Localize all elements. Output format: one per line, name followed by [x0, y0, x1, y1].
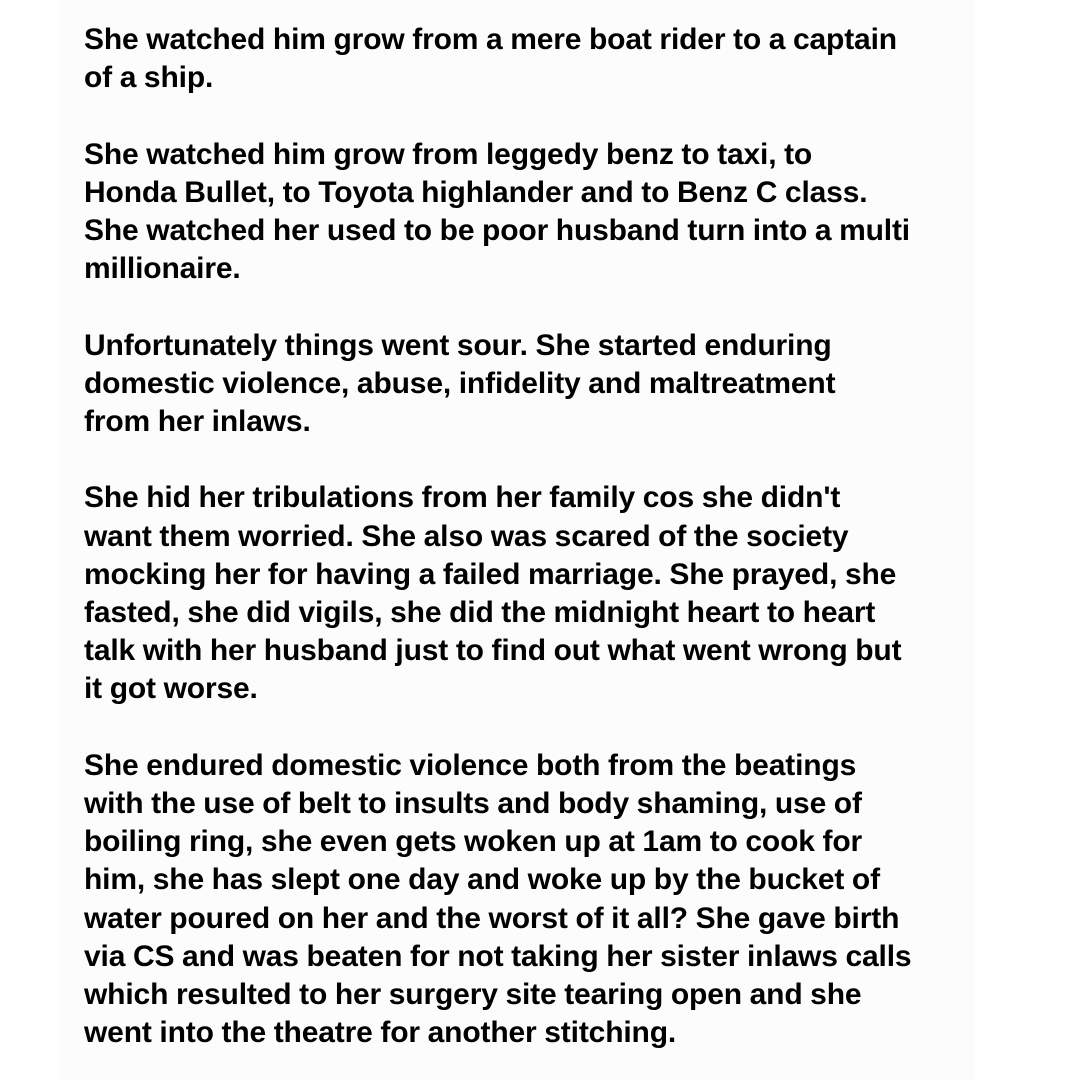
note-text — [84, 21, 974, 1091]
text-line: of a ship. — [84, 61, 214, 95]
text-line: want them worried. She also was scared of the society — [84, 519, 849, 553]
paragraph-1 — [84, 21, 974, 97]
text-line: She watched him grow from leggedy benz to taxi, to — [84, 137, 813, 171]
text-line: She endured domestic violence both from the beatings — [84, 748, 857, 782]
text-line: which resulted to her surgery site tearing open and she — [84, 978, 862, 1012]
paragraph-3 — [84, 327, 974, 442]
text-line: him, she has slept one day and woke up by the bucket of — [84, 863, 880, 897]
text-line: it got worse. — [84, 672, 258, 706]
text-line: talk with her husband just to find out what went wrong but — [84, 634, 902, 668]
text-line: boiling ring, she even gets woken up at 1am to cook for — [84, 825, 863, 859]
paragraph-4 — [84, 479, 974, 708]
text-line: domestic violence, abuse, infidelity and maltreatment — [84, 366, 836, 400]
text-line: from her inlaws. — [84, 405, 311, 438]
paragraph-2 — [84, 136, 974, 289]
text-line: millionaire. — [84, 252, 241, 286]
text-line: She watched him grow from a mere boat rider to a captain — [84, 23, 897, 56]
text-line: fasted, she did vigils, she did the midnight heart to heart — [84, 596, 876, 629]
text-line: She watched her used to be poor husband turn into a multi — [84, 214, 910, 247]
text-line: with the use of belt to insults and body shaming, use of — [84, 787, 862, 820]
text-line: mocking her for having a failed marriage. She prayed, she — [84, 557, 897, 591]
text-line: went into the theatre for another stitching. — [84, 1016, 677, 1050]
text-line: Unfortunately things went sour. She started enduring — [84, 328, 832, 362]
text-line: She hid her tribulations from her family cos she didn't — [84, 481, 841, 515]
paragraph-5 — [84, 747, 974, 1053]
note-page — [60, 0, 975, 1080]
text-line: Honda Bullet, to Toyota highlander and to Benz C class. — [84, 175, 868, 209]
text-line: water poured on her and the worst of it all? She gave birth — [84, 901, 900, 935]
text-line: via CS and was beaten for not taking her sister inlaws calls — [84, 939, 912, 973]
